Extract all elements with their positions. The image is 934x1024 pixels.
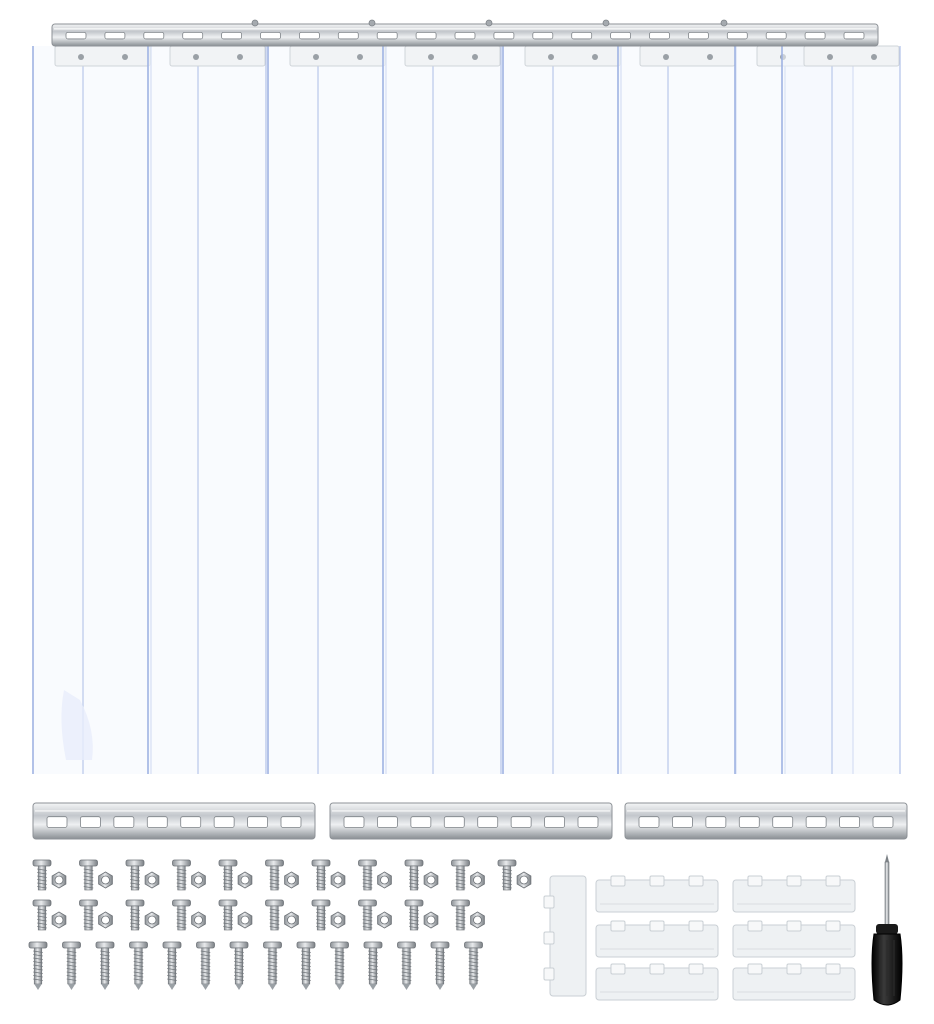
screwdriver-icon — [872, 854, 902, 1005]
screw-icon — [126, 900, 159, 930]
screw-icon — [312, 900, 345, 930]
screw-icon — [452, 860, 485, 890]
screwdriver-shaft — [885, 862, 889, 930]
rail-screw-icon — [603, 20, 609, 26]
screw-icon — [465, 942, 483, 990]
screw-icon — [29, 942, 47, 990]
screw-icon — [197, 942, 215, 990]
screw-icon — [266, 900, 299, 930]
strip-hanger-clip-icon — [733, 921, 855, 957]
screw-icon — [219, 860, 252, 890]
screw-icon — [230, 942, 248, 990]
screwdriver-tip — [885, 854, 889, 862]
pvc-curtain-strip-icon — [148, 46, 266, 774]
rail-screw-icon — [721, 20, 727, 26]
screwdriver-collar — [876, 924, 898, 934]
screw-icon — [405, 900, 438, 930]
pvc-curtain-strip-icon — [782, 46, 900, 774]
screw-icon — [405, 860, 438, 890]
screw-icon — [364, 942, 382, 990]
screw-icon — [173, 900, 206, 930]
rail-screw-icon — [486, 20, 492, 26]
mounting-rail-icon — [33, 803, 315, 839]
mounting-rail-icon — [625, 803, 907, 839]
screw-icon — [33, 860, 66, 890]
strip-hangers — [544, 876, 855, 1000]
screw-icon — [452, 900, 485, 930]
pvc-curtain-strip-icon — [33, 46, 151, 774]
screw-icon — [264, 942, 282, 990]
screw-icon — [63, 942, 81, 990]
screw-icon — [498, 860, 531, 890]
strip-hanger-clip-icon — [596, 921, 718, 957]
strip-hanger-clip-icon — [596, 964, 718, 1000]
screw-icon — [80, 860, 113, 890]
screw-icon — [312, 860, 345, 890]
screw-icon — [80, 900, 113, 930]
strip-hanger-clip-icon — [596, 876, 718, 912]
screw-icon — [266, 860, 299, 890]
screw-icon — [331, 942, 349, 990]
screw-icon — [163, 942, 181, 990]
screw-icon — [130, 942, 148, 990]
pvc-curtain-strip-icon — [268, 46, 386, 774]
top-mounting-rail — [52, 20, 878, 46]
screw-icon — [219, 900, 252, 930]
hardware-screws — [29, 860, 531, 990]
loose-rails — [33, 803, 907, 839]
curtain-assembly — [33, 46, 900, 774]
end-bracket-icon — [544, 876, 586, 996]
pvc-curtain-strip-icon — [503, 46, 621, 774]
pvc-curtain-strip-icon — [618, 46, 736, 774]
screw-icon — [431, 942, 449, 990]
screw-icon — [173, 860, 206, 890]
screw-icon — [297, 942, 315, 990]
mounting-rail-icon — [52, 24, 878, 46]
rail-screw-icon — [369, 20, 375, 26]
screw-icon — [398, 942, 416, 990]
screw-icon — [359, 860, 392, 890]
screw-icon — [33, 900, 66, 930]
strip-hanger-clip-icon — [733, 964, 855, 1000]
strip-hanger-clip-icon — [733, 876, 855, 912]
screw-icon — [96, 942, 114, 990]
screw-icon — [126, 860, 159, 890]
pvc-curtain-strip-icon — [383, 46, 501, 774]
rail-screw-icon — [252, 20, 258, 26]
mounting-rail-icon — [330, 803, 612, 839]
screw-icon — [359, 900, 392, 930]
